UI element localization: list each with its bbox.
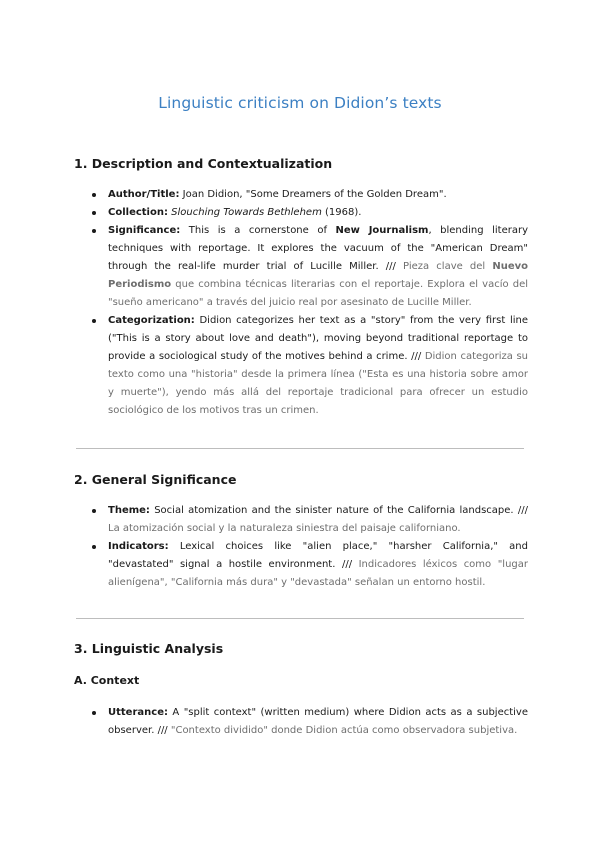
indicators-spanish: Indicadores léxicos como "lugar alienígena", "California más dura" y "devastada" señalan un entorno hostil. (108, 559, 528, 588)
divider (76, 618, 524, 619)
collection-title: Slouching Towards Bethlehem (171, 207, 322, 218)
significance-spanish-2: que combina técnicas literarias con el reportaje. Explora el vacío del "sueño americano" a través del juicio real por asesinato de Lucille Miller. (108, 279, 528, 308)
author-text: Joan Didion, "Some Dreamers of the Golden Dream". (179, 189, 447, 200)
utterance-label: Utterance: (108, 707, 168, 718)
utterance-spanish: "Contexto dividido" donde Didion actúa como observadora subjetiva. (170, 725, 518, 736)
categorization-text: Didion categorizes her text as a "story" from the very first line ("This is a story about love and death"), moving beyond traditional reportage to provide a sociological study of the motives behind a crime. (108, 315, 528, 362)
theme-spanish: La atomización social y la naturaleza siniestra del paisaje californiano. (108, 523, 461, 534)
section-3-list (108, 704, 528, 740)
categorization-separator: /// (407, 351, 425, 362)
list-item-significance (108, 222, 528, 312)
utterance-separator: /// (154, 725, 171, 736)
collection-year: (1968). (321, 207, 362, 218)
categorization-label: Categorization: (108, 315, 195, 326)
section-1-list (108, 186, 528, 420)
significance-emphasis: New Journalism (335, 225, 429, 236)
author-label: Author/Title: (108, 189, 180, 200)
theme-label: Theme: (108, 505, 150, 516)
utterance-text: A "split context" (written medium) where Didion acts as a subjective observer. (108, 707, 528, 736)
significance-spanish-emphasis: Nuevo Periodismo (108, 261, 528, 290)
divider (76, 448, 524, 449)
indicators-text: Lexical choices like "alien place," "harsher California," and "devastated" signal a hostile environment. (108, 541, 528, 570)
section-2-heading: 2. General Significance (74, 472, 237, 487)
section-1-heading: 1. Description and Contextualization (74, 156, 333, 171)
significance-text-2: , blending literary techniques with reportage. It explores the vacuum of the "American Dream" through the real-life murder trial of Lucille Miller. (108, 225, 528, 272)
significance-text-1: This is a cornerstone of (180, 225, 336, 236)
theme-separator: /// (513, 505, 528, 516)
list-item-utterance (108, 704, 528, 740)
subsection-a-heading: A. Context (74, 674, 140, 687)
theme-text: Social atomization and the sinister nature of the California landscape. (149, 505, 514, 516)
section-2-list (108, 502, 528, 592)
significance-separator: /// (378, 261, 404, 272)
list-item-collection (108, 204, 528, 222)
indicators-separator: /// (335, 559, 359, 570)
document-title: Linguistic criticism on Didion’s texts (158, 94, 442, 112)
list-item-categorization (108, 312, 528, 420)
significance-spanish-1: Pieza clave del (403, 261, 493, 272)
indicators-label: Indicators: (108, 541, 169, 552)
list-item-theme (108, 502, 528, 538)
significance-label: Significance: (108, 225, 181, 236)
collection-label: Collection: (108, 207, 168, 218)
section-3-heading: 3. Linguistic Analysis (74, 641, 224, 656)
categorization-spanish: Didion categoriza su texto como una "historia" desde la primera línea ("Esta es una historia sobre amor y muerte"), yendo más allá del reportaje tradicional para ofrecer un estudio sociológico de los motivos tras un crimen. (108, 351, 529, 416)
list-item-indicators (108, 538, 528, 592)
list-item-author (108, 186, 528, 204)
